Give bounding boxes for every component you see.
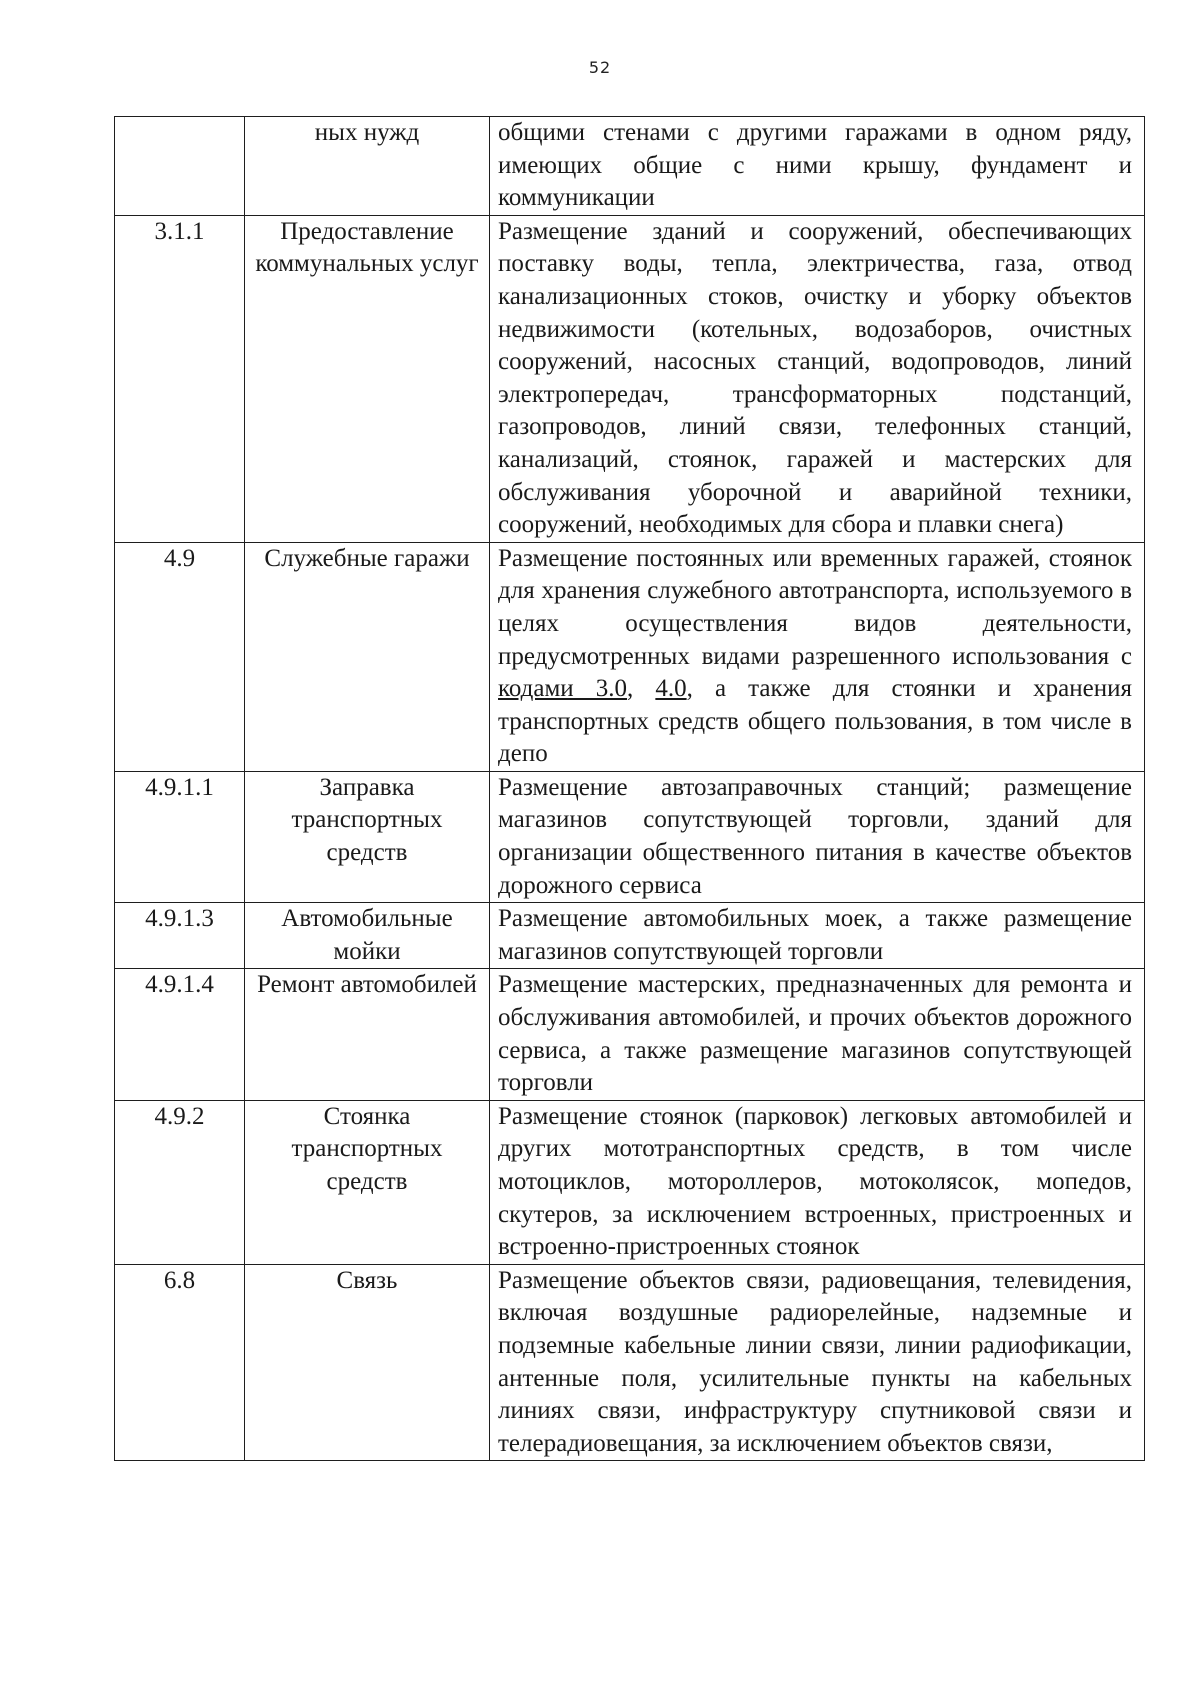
table-row bbox=[115, 903, 1145, 969]
row-name-cell: Служебные гаражи bbox=[245, 542, 490, 771]
row-name-cell: Предоставление коммунальных услуг bbox=[245, 215, 490, 542]
row-description-cell: Размещение автозаправочных станций; размещение магазинов сопутствующей торговли, зданий для организации общественного питания в качестве объектов дорожного сервиса bbox=[490, 771, 1145, 902]
table-row bbox=[115, 771, 1145, 902]
row-code-cell: 6.8 bbox=[115, 1264, 245, 1461]
row-name-cell: Связь bbox=[245, 1264, 490, 1461]
table-row bbox=[115, 1100, 1145, 1264]
table-row bbox=[115, 215, 1145, 542]
row-code-cell: 4.9 bbox=[115, 542, 245, 771]
code-reference-link[interactable]: 4.0 bbox=[655, 675, 687, 703]
land-use-table bbox=[114, 116, 1145, 1461]
row-name-cell: Ремонт автомобилей bbox=[245, 969, 490, 1100]
description-separator: , bbox=[627, 675, 656, 703]
table-row bbox=[115, 117, 1145, 216]
row-name-cell: ных нужд bbox=[245, 117, 490, 216]
row-name-cell: Заправка транспортных средств bbox=[245, 771, 490, 902]
code-reference-link[interactable]: кодами 3.0 bbox=[498, 675, 628, 703]
page-number: 52 bbox=[588, 58, 612, 77]
table-row bbox=[115, 542, 1145, 771]
row-name-cell: Стоянка транспортных средств bbox=[245, 1100, 490, 1264]
table-row bbox=[115, 969, 1145, 1100]
row-description-cell: Размещение зданий и сооружений, обеспечивающих поставку воды, тепла, электричества, газа, отвод канализационных стоков, очистку и уборку объектов недвижимости (котельных, водозаборов, очистных сооружений, насосных станций, водопроводов, линий электропередач, трансформаторных подстанций, газопроводов, линий связи, телефонных станций, канализаций, стоянок, гаражей и мастерских для обслуживания уборочной и аварийной техники, сооружений, необходимых для сбора и плавки снега) bbox=[490, 215, 1145, 542]
row-description-cell: Размещение объектов связи, радиовещания, телевидения, включая воздушные радиорелейные, надземные и подземные кабельные линии связи, линии радиофикации, антенные поля, усилительные пункты на кабельных линиях связи, инфраструктуру спутниковой связи и телерадиовещания, за исключением объектов связи, bbox=[490, 1264, 1145, 1461]
row-description-cell: Размещение мастерских, предназначенных для ремонта и обслуживания автомобилей, и прочих объектов дорожного сервиса, а также размещение магазинов сопутствующей торговли bbox=[490, 969, 1145, 1100]
row-code-cell: 4.9.2 bbox=[115, 1100, 245, 1264]
row-description-cell: общими стенами с другими гаражами в одном ряду, имеющих общие с ними крышу, фундамент и коммуникации bbox=[490, 117, 1145, 216]
row-name-cell: Автомобильные мойки bbox=[245, 903, 490, 969]
row-code-cell: 4.9.1.1 bbox=[115, 771, 245, 902]
description-text: Размещение постоянных или временных гаражей, стоянок для хранения служебного автотранспорта, используемого в целях осуществления видов деятельности, предусмотренных видами разрешенного использования с bbox=[498, 544, 1132, 670]
row-code-cell bbox=[115, 117, 245, 216]
row-code-cell: 4.9.1.4 bbox=[115, 969, 245, 1100]
row-description-cell: Размещение стоянок (парковок) легковых автомобилей и других мототранспортных средств, в том числе мотоциклов, мотороллеров, мотоколясок, мопедов, скутеров, за исключением встроенных, пристроенных и встроенно-пристроенных стоянок bbox=[490, 1100, 1145, 1264]
row-description-cell: Размещение автомобильных моек, а также размещение магазинов сопутствующей торговли bbox=[490, 903, 1145, 969]
row-description-cell bbox=[490, 542, 1145, 771]
table-row bbox=[115, 1264, 1145, 1461]
row-code-cell: 4.9.1.3 bbox=[115, 903, 245, 969]
description-text: , а также для стоянки и хранения транспортных средств общего пользования, в том числе в депо bbox=[498, 675, 1133, 768]
row-code-cell: 3.1.1 bbox=[115, 215, 245, 542]
